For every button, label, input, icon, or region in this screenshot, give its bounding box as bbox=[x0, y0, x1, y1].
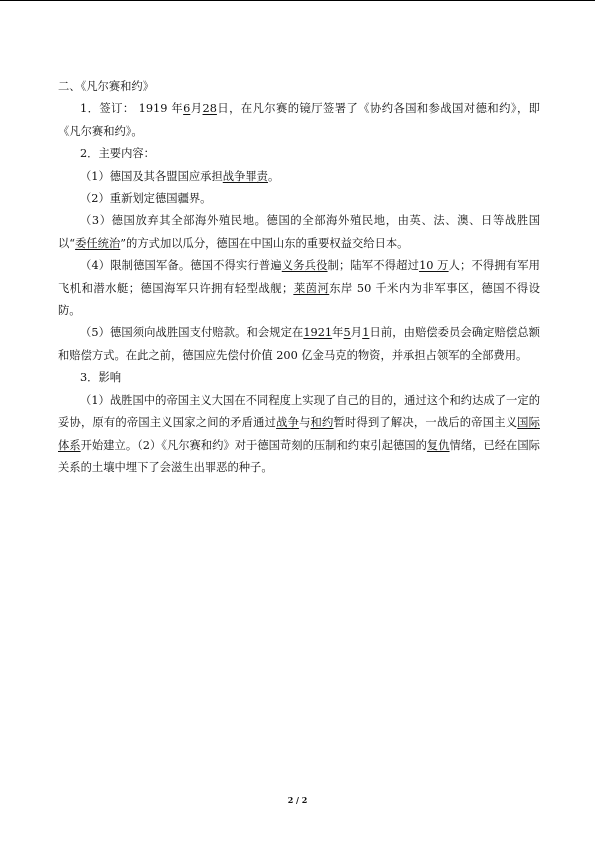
paragraph-impact bbox=[58, 390, 540, 480]
paragraph-main-content-heading: 2．主要内容： bbox=[80, 147, 155, 161]
underlined-term: 莱茵河 bbox=[293, 281, 330, 295]
paragraph-impact-heading: 3．影响 bbox=[80, 371, 122, 385]
text: 年 bbox=[332, 326, 344, 340]
underlined-month: 6 bbox=[183, 102, 191, 116]
paragraph-signing bbox=[58, 98, 540, 143]
text: 月 bbox=[350, 326, 363, 340]
underlined-term: 义务兵役 bbox=[281, 259, 328, 273]
underlined-term: 10 万 bbox=[419, 259, 449, 273]
underlined-term: 战争罪责 bbox=[222, 169, 268, 183]
paragraph-item-4 bbox=[58, 255, 540, 322]
text: 月 bbox=[190, 102, 203, 116]
underlined-year: 1921 bbox=[303, 326, 333, 340]
text: 日，在凡尔赛的镜厅签署了《协约各国和参战国对德和约》，即《凡尔赛和约》。 bbox=[58, 102, 540, 138]
text: 制；陆军不得超过 bbox=[327, 259, 420, 273]
underlined-day: 28 bbox=[202, 102, 217, 116]
text: ”的方式加以瓜分，德国在中国山东的重要权益交给日本。 bbox=[120, 236, 409, 250]
text: （3）德国放弃其全部海外殖民地。德国的全部海外殖民地，由英、法、澳、日等战胜国以“ bbox=[58, 214, 540, 250]
section-title: 二、《凡尔赛和约》 bbox=[58, 80, 155, 93]
document-body bbox=[58, 76, 540, 479]
paragraph-item-3 bbox=[58, 210, 540, 255]
text: 与 bbox=[299, 416, 311, 430]
text: 1．签订： 1919 年 bbox=[80, 102, 184, 116]
underlined-term: 国际体系 bbox=[58, 416, 540, 452]
paragraph-item-2: （2）重新划定德国疆界。 bbox=[80, 192, 212, 206]
text: 情绪，已经在国际关系的土壤中埋下了会滋生出罪恶的种子。 bbox=[58, 438, 540, 474]
text: （5）德国须向战胜国支付赔款。和会规定在 bbox=[80, 326, 304, 340]
text: （1）德国及其各盟国应承担 bbox=[80, 169, 223, 183]
text: 暂时得到了解决，一战后的帝国主义 bbox=[333, 416, 518, 430]
paragraph-item-1 bbox=[58, 166, 540, 188]
text: 东岸 50 千米内为非军事区，德国不得设防。 bbox=[58, 281, 540, 318]
text: 日前，由赔偿委员会确定赔偿总额和赔偿方式。在此之前，德国应先偿付价值 200 亿金马克的物资，并承担占领军的全部费用。 bbox=[58, 326, 540, 362]
underlined-month: 5 bbox=[343, 326, 351, 340]
underlined-term: 委任统治 bbox=[75, 236, 121, 250]
underlined-term: 复仇 bbox=[426, 438, 450, 452]
text: 人；不得拥有军用飞机和潜水艇；德国海军只许拥有轻型战舰； bbox=[58, 259, 540, 295]
paragraph-item-5 bbox=[58, 322, 540, 367]
underlined-day: 1 bbox=[362, 326, 370, 340]
header-rule bbox=[0, 0, 595, 1]
page-number: 2 / 2 bbox=[287, 795, 308, 805]
text: 开始建立。（2）《凡尔赛和约》对于德国苛刻的压制和约束引起德国的 bbox=[80, 438, 427, 452]
underlined-term: 战争 bbox=[276, 416, 300, 430]
text: （4）限制德国军备。德国不得实行普遍 bbox=[80, 259, 282, 273]
text: 。 bbox=[267, 169, 280, 183]
underlined-term: 和约 bbox=[310, 416, 334, 430]
text: （1）战胜国中的帝国主义大国在不同程度上实现了自己的目的，通过这个和约达成了一定的妥协，原有的帝国主义国家之间的矛盾通过 bbox=[58, 393, 540, 430]
